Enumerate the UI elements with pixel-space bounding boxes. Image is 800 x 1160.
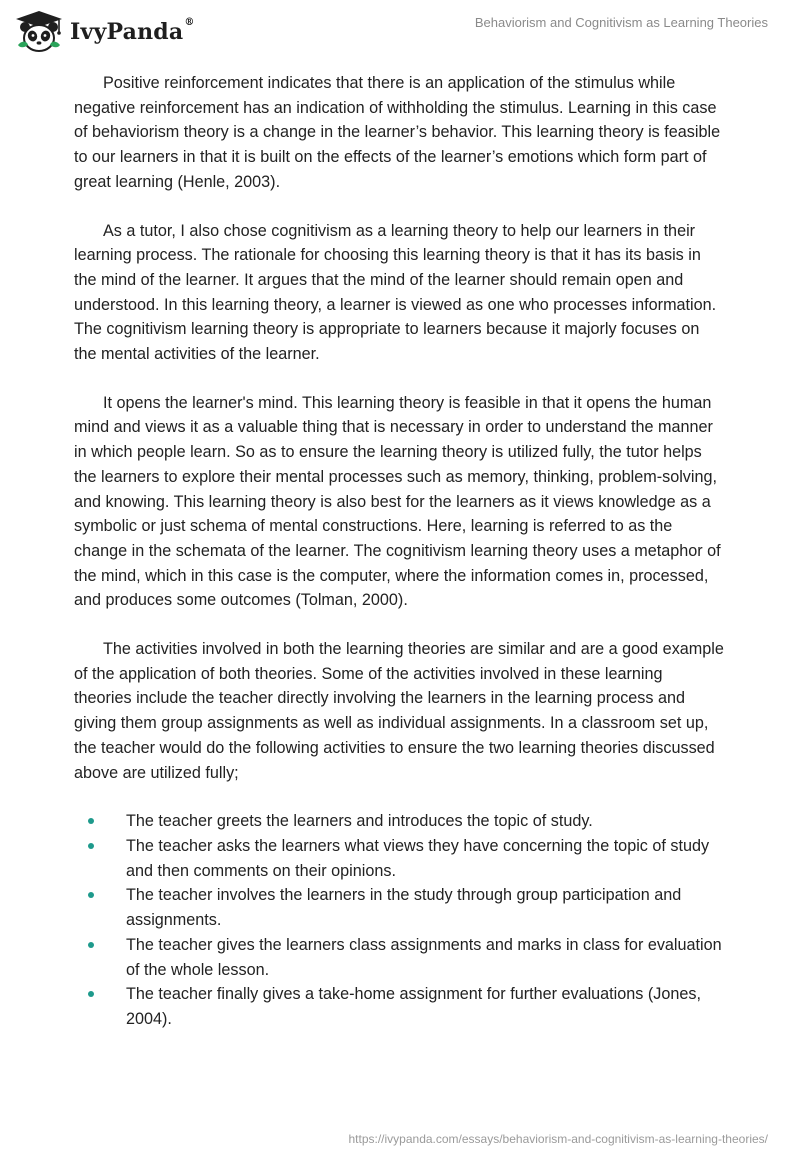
list-item	[74, 933, 724, 982]
panda-graduation-cap-icon	[14, 10, 64, 54]
list-item-text: The teacher gives the learners class assignments and marks in class for evaluation of the whole lesson.	[126, 935, 722, 979]
paragraph: The activities involved in both the learning theories are similar and are a good example of the application of both theories. Some of the activities involved in these learning theories include the teacher directly involving the learners in the learning process and giving them group assignments as well as individual assignments. In a classroom set up, the teacher would do the following activities to ensure the two learning theories discussed above are utilized fully;	[74, 640, 724, 782]
list-item	[74, 982, 724, 1031]
source-url[interactable]: https://ivypanda.com/essays/behaviorism-and-cognitivism-as-learning-theories/	[348, 1132, 768, 1146]
list-item	[74, 809, 724, 834]
teal-dot-icon	[88, 892, 94, 898]
teal-dot-icon	[88, 991, 94, 997]
list-item-text: The teacher greets the learners and introduces the topic of study.	[126, 812, 593, 831]
registered-mark: ®	[184, 17, 195, 28]
page-header	[0, 0, 800, 70]
brand-name	[70, 19, 195, 45]
teal-dot-icon	[88, 818, 94, 824]
document-title: Behaviorism and Cognitivism as Learning Theories	[474, 15, 768, 30]
teal-dot-icon	[88, 843, 94, 849]
activities-list	[74, 809, 724, 1031]
list-item	[74, 834, 724, 883]
teal-dot-icon	[88, 942, 94, 948]
brand-name-text: IvyPanda	[70, 19, 184, 45]
paragraph: As a tutor, I also chose cognitivism as a learning theory to help our learners in their learning process. The rationale for choosing this learning theory is that it has its basis in the mind of the learner. It argues that the mind of the learner should remain open and understood. In this learning theory, a learner is viewed as one who processes information. The cognitivism learning theory is appropriate to learners because it majorly focuses on the mental activities of the learner.	[74, 221, 717, 364]
paragraph: It opens the learner's mind. This learning theory is feasible in that it opens the human mind and views it as a valuable thing that is necessary in order to understand the manner in which people learn. So as to ensure the learning theory is utilized fully, the tutor helps the learners to explore their mental processes such as memory, thinking, problem-solving, and knowing. This learning theory is also best for the learners as it views knowledge as a symbolic or just schema of mental constructions. Here, learning is referred to as the change in the schemata of the learner. The cognitivism learning theory uses a metaphor of the mind, which in this case is the computer, where the information comes in, processed, and produces some outcomes (Tolman, 2000).	[74, 393, 721, 610]
list-item-text: The teacher asks the learners what views they have concerning the topic of study and then comments on their opinions.	[126, 836, 710, 880]
list-item-text: The teacher involves the learners in the study through group participation and assignments.	[126, 886, 682, 930]
list-item	[74, 883, 724, 932]
brand-logo[interactable]	[14, 10, 195, 54]
essay-body	[74, 71, 724, 1032]
paragraph: Positive reinforcement indicates that there is an application of the stimulus while negative reinforcement has an indication of withholding the stimulus. Learning in this case of behaviorism theory is a change in the learner’s behavior. This learning theory is feasible to our learners in that it is built on the effects of the learner’s emotions which form part of great learning (Henle, 2003).	[74, 74, 721, 191]
list-item-text: The teacher finally gives a take-home assignment for further evaluations (Jones, 2004).	[126, 985, 701, 1028]
